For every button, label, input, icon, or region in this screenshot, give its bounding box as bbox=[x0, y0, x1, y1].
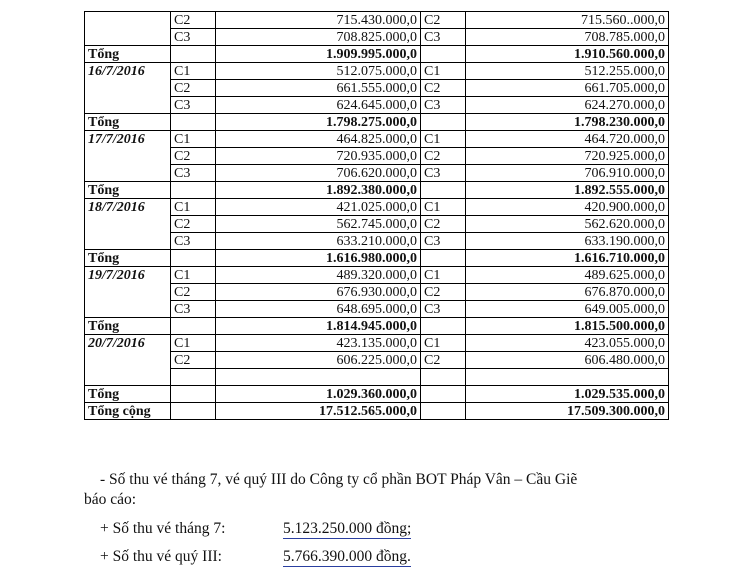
amount-cell: 708.785.000,0 bbox=[466, 29, 669, 46]
revenue-report-line-2: báo cáo: bbox=[84, 491, 137, 508]
lane-label-cell bbox=[421, 369, 466, 386]
total-label-cell: Tổng bbox=[85, 250, 171, 267]
lane-label-cell: C1 bbox=[421, 335, 466, 352]
amount-cell: 1.814.945.000,0 bbox=[216, 318, 421, 335]
amount-cell: 606.225.000,0 bbox=[216, 352, 421, 369]
amount-cell: 562.620.000,0 bbox=[466, 216, 669, 233]
amount-cell: 1.892.555.000,0 bbox=[466, 182, 669, 199]
total-row bbox=[85, 386, 669, 403]
amount-cell: 423.055.000,0 bbox=[466, 335, 669, 352]
amount-cell: 720.925.000,0 bbox=[466, 148, 669, 165]
amount-cell: 489.320.000,0 bbox=[216, 267, 421, 284]
date-cell bbox=[85, 97, 171, 114]
date-cell: 19/7/2016 bbox=[85, 267, 171, 284]
amount-cell: 633.210.000,0 bbox=[216, 233, 421, 250]
amount-cell: 1.798.275.000,0 bbox=[216, 114, 421, 131]
amount-cell: 423.135.000,0 bbox=[216, 335, 421, 352]
amount-cell: 489.625.000,0 bbox=[466, 267, 669, 284]
lane-label-cell: C2 bbox=[171, 80, 216, 97]
lane-label-cell bbox=[421, 250, 466, 267]
table-row bbox=[85, 284, 669, 301]
amount-cell: 606.480.000,0 bbox=[466, 352, 669, 369]
table-row bbox=[85, 199, 669, 216]
amount-cell: 661.555.000,0 bbox=[216, 80, 421, 97]
total-label-cell: Tổng bbox=[85, 386, 171, 403]
lane-label-cell: C3 bbox=[421, 97, 466, 114]
amount-cell: 512.255.000,0 bbox=[466, 63, 669, 80]
table-row bbox=[85, 63, 669, 80]
amount-cell bbox=[466, 369, 669, 386]
lane-label-cell bbox=[171, 250, 216, 267]
amount-cell: 1.029.360.000,0 bbox=[216, 386, 421, 403]
lane-label-cell: C2 bbox=[421, 216, 466, 233]
lane-label-cell: C2 bbox=[171, 216, 216, 233]
table-row bbox=[85, 97, 669, 114]
amount-cell: 1.616.980.000,0 bbox=[216, 250, 421, 267]
date-cell bbox=[85, 216, 171, 233]
amount-cell bbox=[216, 369, 421, 386]
lane-label-cell: C1 bbox=[171, 63, 216, 80]
table-row bbox=[85, 301, 669, 318]
amount-cell: 624.645.000,0 bbox=[216, 97, 421, 114]
date-cell bbox=[85, 301, 171, 318]
amount-cell: 1.815.500.000,0 bbox=[466, 318, 669, 335]
amount-cell: 17.512.565.000,0 bbox=[216, 403, 421, 420]
monthly-revenue-label: + Số thu vé tháng 7: bbox=[100, 520, 226, 537]
date-cell bbox=[85, 369, 171, 386]
table-row bbox=[85, 148, 669, 165]
amount-cell: 1.910.560.000,0 bbox=[466, 46, 669, 63]
revenue-report-line-1: - Số thu vé tháng 7, vé quý III do Công ty cổ phần BOT Pháp Vân – Cầu Giẽ bbox=[100, 471, 578, 488]
lane-label-cell bbox=[421, 114, 466, 131]
date-cell bbox=[85, 12, 171, 29]
amount-cell: 562.745.000,0 bbox=[216, 216, 421, 233]
date-cell: 17/7/2016 bbox=[85, 131, 171, 148]
date-cell: 16/7/2016 bbox=[85, 63, 171, 80]
date-cell bbox=[85, 148, 171, 165]
lane-label-cell: C2 bbox=[421, 12, 466, 29]
quarterly-revenue-value bbox=[283, 547, 411, 567]
lane-label-cell: C3 bbox=[421, 29, 466, 46]
amount-cell: 1.909.995.000,0 bbox=[216, 46, 421, 63]
lane-label-cell: C3 bbox=[171, 97, 216, 114]
total-label-cell: Tổng bbox=[85, 318, 171, 335]
date-cell bbox=[85, 352, 171, 369]
table-row bbox=[85, 233, 669, 250]
amount-cell: 1.616.710.000,0 bbox=[466, 250, 669, 267]
table-row bbox=[85, 352, 669, 369]
lane-label-cell: C3 bbox=[171, 29, 216, 46]
total-label-cell: Tổng bbox=[85, 114, 171, 131]
total-row bbox=[85, 114, 669, 131]
table-row bbox=[85, 12, 669, 29]
quarterly-revenue-label: + Số thu vé quý III: bbox=[100, 548, 222, 565]
monthly-revenue-value bbox=[283, 519, 411, 539]
table-row bbox=[85, 165, 669, 182]
lane-label-cell: C1 bbox=[421, 267, 466, 284]
table-row bbox=[85, 216, 669, 233]
table-row bbox=[85, 29, 669, 46]
lane-label-cell bbox=[421, 386, 466, 403]
table-row bbox=[85, 267, 669, 284]
date-cell bbox=[85, 29, 171, 46]
lane-label-cell: C1 bbox=[421, 199, 466, 216]
amount-cell: 464.720.000,0 bbox=[466, 131, 669, 148]
lane-label-cell bbox=[171, 403, 216, 420]
amount-cell: 624.270.000,0 bbox=[466, 97, 669, 114]
lane-label-cell: C3 bbox=[421, 233, 466, 250]
table-row bbox=[85, 335, 669, 352]
amount-cell: 708.825.000,0 bbox=[216, 29, 421, 46]
lane-label-cell: C3 bbox=[171, 233, 216, 250]
lane-label-cell: C2 bbox=[171, 352, 216, 369]
lane-label-cell: C1 bbox=[171, 335, 216, 352]
date-cell bbox=[85, 284, 171, 301]
amount-cell: 420.900.000,0 bbox=[466, 199, 669, 216]
monthly-revenue-amount: 5.123.250.000 đồng; bbox=[283, 520, 412, 537]
amount-cell: 421.025.000,0 bbox=[216, 199, 421, 216]
quarterly-revenue-amount: 5.766.390.000 đồng. bbox=[283, 548, 411, 565]
date-cell bbox=[85, 165, 171, 182]
lane-label-cell bbox=[171, 318, 216, 335]
table-row bbox=[85, 369, 669, 386]
amount-cell: 706.620.000,0 bbox=[216, 165, 421, 182]
date-cell bbox=[85, 233, 171, 250]
total-label-cell: Tổng bbox=[85, 46, 171, 63]
lane-label-cell: C2 bbox=[171, 12, 216, 29]
lane-label-cell: C1 bbox=[421, 63, 466, 80]
lane-label-cell bbox=[171, 46, 216, 63]
amount-cell: 676.930.000,0 bbox=[216, 284, 421, 301]
lane-label-cell: C2 bbox=[421, 80, 466, 97]
lane-label-cell: C2 bbox=[421, 148, 466, 165]
amount-cell: 649.005.000,0 bbox=[466, 301, 669, 318]
amount-cell: 1.798.230.000,0 bbox=[466, 114, 669, 131]
lane-label-cell: C3 bbox=[171, 301, 216, 318]
date-cell: 18/7/2016 bbox=[85, 199, 171, 216]
lane-label-cell bbox=[171, 369, 216, 386]
amount-cell: 17.509.300.000,0 bbox=[466, 403, 669, 420]
lane-label-cell bbox=[421, 318, 466, 335]
amount-cell: 720.935.000,0 bbox=[216, 148, 421, 165]
total-row bbox=[85, 182, 669, 199]
amount-cell: 1.892.380.000,0 bbox=[216, 182, 421, 199]
total-row bbox=[85, 46, 669, 63]
lane-label-cell: C3 bbox=[171, 165, 216, 182]
lane-label-cell: C3 bbox=[421, 165, 466, 182]
grand-total-row bbox=[85, 403, 669, 420]
total-row bbox=[85, 318, 669, 335]
amount-cell: 648.695.000,0 bbox=[216, 301, 421, 318]
lane-label-cell: C1 bbox=[171, 199, 216, 216]
amount-cell: 661.705.000,0 bbox=[466, 80, 669, 97]
lane-label-cell: C3 bbox=[421, 301, 466, 318]
amount-cell: 512.075.000,0 bbox=[216, 63, 421, 80]
toll-revenue-table bbox=[84, 11, 669, 420]
lane-label-cell: C2 bbox=[421, 352, 466, 369]
lane-label-cell bbox=[421, 403, 466, 420]
amount-cell: 464.825.000,0 bbox=[216, 131, 421, 148]
lane-label-cell: C1 bbox=[171, 267, 216, 284]
lane-label-cell bbox=[421, 46, 466, 63]
table-row bbox=[85, 131, 669, 148]
lane-label-cell bbox=[171, 182, 216, 199]
amount-cell: 676.870.000,0 bbox=[466, 284, 669, 301]
lane-label-cell: C2 bbox=[171, 148, 216, 165]
date-cell: 20/7/2016 bbox=[85, 335, 171, 352]
total-label-cell: Tổng cộng bbox=[85, 403, 171, 420]
lane-label-cell: C1 bbox=[421, 131, 466, 148]
lane-label-cell: C1 bbox=[171, 131, 216, 148]
amount-cell: 715.430.000,0 bbox=[216, 12, 421, 29]
total-label-cell: Tổng bbox=[85, 182, 171, 199]
lane-label-cell bbox=[171, 386, 216, 403]
lane-label-cell bbox=[421, 182, 466, 199]
amount-cell: 1.029.535.000,0 bbox=[466, 386, 669, 403]
amount-cell: 633.190.000,0 bbox=[466, 233, 669, 250]
lane-label-cell bbox=[171, 114, 216, 131]
amount-cell: 715.560..000,0 bbox=[466, 12, 669, 29]
lane-label-cell: C2 bbox=[171, 284, 216, 301]
lane-label-cell: C2 bbox=[421, 284, 466, 301]
table-row bbox=[85, 80, 669, 97]
total-row bbox=[85, 250, 669, 267]
date-cell bbox=[85, 80, 171, 97]
amount-cell: 706.910.000,0 bbox=[466, 165, 669, 182]
